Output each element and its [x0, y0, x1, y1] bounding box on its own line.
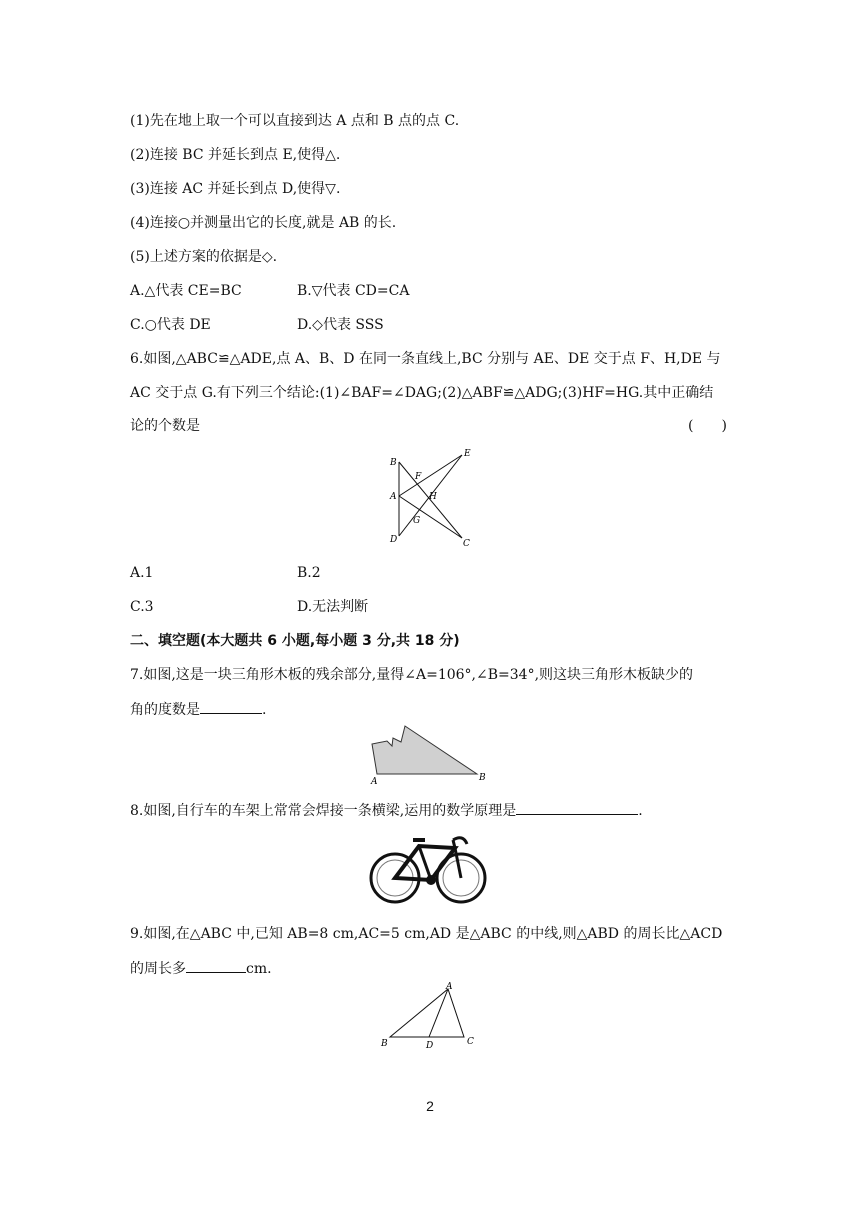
- step-2: (2)连接 BC 并延长到点 E,使得△.: [130, 147, 341, 163]
- step-5: (5)上述方案的依据是◇.: [130, 249, 278, 265]
- q7-label-a: A: [371, 777, 378, 787]
- step-1: (1)先在地上取一个可以直接到达 A 点和 B 点的点 C.: [130, 113, 460, 129]
- q5-option-d: D.◇代表 SSS: [297, 317, 384, 333]
- q9-line-2-prefix: 的周长多: [130, 961, 186, 977]
- q9-label-c: C: [467, 1037, 474, 1047]
- q6-option-b: B.2: [297, 565, 321, 581]
- q6-label-f: F: [415, 472, 422, 482]
- page-number: 2: [426, 1098, 434, 1114]
- q9-line-2: [130, 958, 272, 979]
- q5-option-b: B.▽代表 CD=CA: [297, 283, 410, 299]
- q8-prefix: 8.如图,自行车的车架上常常会焊接一条横梁,运用的数学原理是: [130, 803, 517, 819]
- bicycle-icon: [367, 826, 489, 906]
- q6-label-c: C: [463, 539, 470, 549]
- q6-answer-paren: ( ): [688, 418, 727, 434]
- q7-figure: [368, 724, 498, 786]
- q6-option-a: A.1: [130, 565, 154, 581]
- q6-label-a: A: [390, 492, 397, 502]
- section-2-heading: 二、填空题(本大题共 6 小题,每小题 3 分,共 18 分): [130, 633, 460, 649]
- q6-label-g: G: [413, 516, 421, 526]
- q6-label-h: H: [429, 492, 437, 502]
- q6-label-e: E: [464, 449, 471, 459]
- q7-label-b: B: [479, 773, 486, 783]
- q9-line-1: 9.如图,在△ABC 中,已知 AB=8 cm,AC=5 cm,AD 是△ABC 的中线,则△ABD 的周长比△ACD: [130, 926, 723, 942]
- q9-figure: [378, 980, 482, 1050]
- step-3: (3)连接 AC 并延长到点 D,使得▽.: [130, 181, 341, 197]
- q7-line-1: 7.如图,这是一块三角形木板的残余部分,量得∠A=106°,∠B=34°,则这块三角形木板缺少的: [130, 667, 694, 683]
- q6-label-d: D: [390, 535, 398, 545]
- q8-line: [130, 800, 643, 821]
- q6-line-2: AC 交于点 G.有下列三个结论:(1)∠BAF=∠DAG;(2)△ABF≌△ADG;(3)HF=HG.其中正确结: [130, 385, 714, 401]
- q5-option-c: C.○代表 DE: [130, 317, 211, 333]
- q7-answer-blank[interactable]: [200, 699, 262, 714]
- q9-label-a: A: [446, 982, 453, 992]
- step-4: (4)连接○并测量出它的长度,就是 AB 的长.: [130, 215, 397, 231]
- q6-line-1: 6.如图,△ABC≌△ADE,点 A、B、D 在同一条直线上,BC 分别与 AE、DE 交于点 F、H,DE 与: [130, 351, 721, 367]
- q9-label-d: D: [426, 1041, 434, 1051]
- q9-label-b: B: [381, 1039, 388, 1049]
- q9-answer-blank[interactable]: [186, 958, 246, 973]
- q5-option-a: A.△代表 CE=BC: [130, 283, 242, 299]
- q9-line-2-suffix: cm.: [246, 961, 272, 977]
- q6-figure: [380, 448, 480, 548]
- q7-line-2: [130, 699, 266, 720]
- q6-line-3: 论的个数是: [130, 418, 200, 434]
- q6-option-d: D.无法判断: [297, 599, 369, 615]
- q8-suffix: .: [638, 803, 643, 819]
- q8-answer-blank[interactable]: [516, 800, 638, 815]
- q6-option-c: C.3: [130, 599, 154, 615]
- q6-label-b: B: [390, 458, 397, 468]
- q7-line-2-suffix: .: [262, 702, 267, 718]
- q7-line-2-prefix: 角的度数是: [130, 702, 200, 718]
